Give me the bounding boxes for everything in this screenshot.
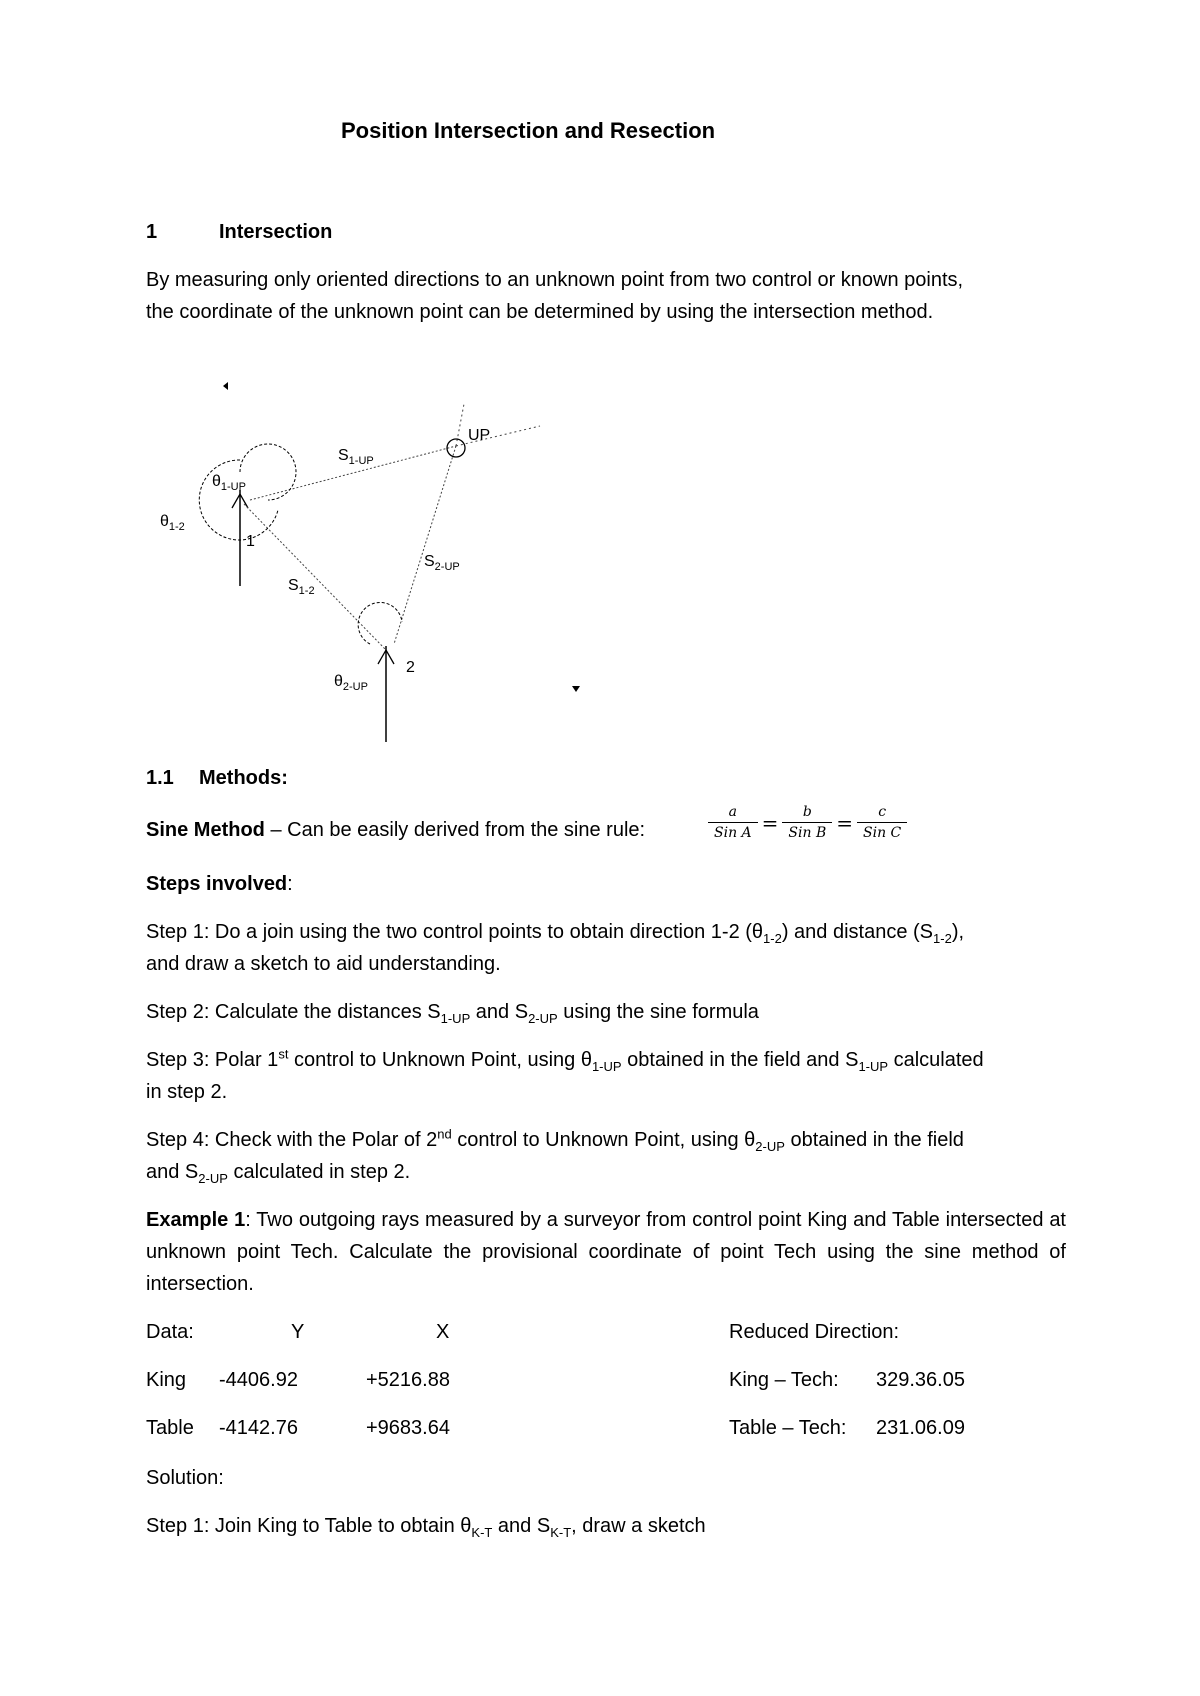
- label-theta-2-up: $\theta_{2-UP}$: [334, 673, 368, 693]
- label-theta-1-2: $\theta_{1-2}$: [160, 513, 185, 533]
- label-s2-up: $S_{2-UP}$: [424, 553, 460, 573]
- angle-arc-theta-2-up: [358, 602, 402, 644]
- angle-arc-theta-1-2: [199, 460, 278, 540]
- intro-line-2: the coordinate of the unknown point can be determined by using the intersection method.: [146, 301, 934, 323]
- column-x-header: X: [436, 1321, 450, 1343]
- ray-s2-up: [394, 446, 456, 644]
- step-3-line-2: in step 2.: [146, 1081, 228, 1103]
- row-king-x: +5216.88: [366, 1369, 450, 1391]
- sine-method-text: – Can be easily derived from the sine rule:: [264, 819, 646, 841]
- data-label: Data:: [146, 1321, 194, 1343]
- row-king-y: -4406.92: [219, 1369, 298, 1391]
- step-2: Step 2: Calculate the distances $S_{1-UP}$ and $S_{2-UP}$ using the sine formula: [146, 1001, 759, 1026]
- step-3-line-1: Step 3: Polar 1st control to Unknown Point, using $\theta_{1-UP}$ obtained in the field and $S_{1-UP}$ calculated: [146, 1046, 984, 1074]
- angle-arc-theta-1-up: [240, 444, 296, 500]
- solution-label: Solution:: [146, 1467, 224, 1489]
- label-s1-up: $S_{1-UP}$: [338, 447, 374, 467]
- row-king-direction-label: King – Tech:: [729, 1369, 839, 1391]
- label-theta-1-up: $\theta_{1-UP}$: [212, 473, 246, 493]
- section-number: 1: [146, 221, 158, 243]
- row-table-direction-label: Table – Tech:: [729, 1417, 847, 1439]
- example-label: Example 1: [146, 1209, 246, 1231]
- label-up: UP: [468, 427, 491, 444]
- marker-arrow-icon: [572, 686, 580, 692]
- reduced-direction-header: Reduced Direction:: [729, 1321, 900, 1343]
- section-heading: Intersection: [219, 221, 333, 243]
- step-4-line-2: and $S_{2-UP}$ calculated in step 2.: [146, 1161, 411, 1186]
- subsection-heading: Methods:: [199, 767, 288, 789]
- steps-heading: Steps involved:: [146, 873, 293, 895]
- example-text: : Two outgoing rays measured by a surveyor from control point King and Table intersected at unknown point Tech. Calculate the provisional coordinate of point Tech using the sine method of intersection.: [146, 1209, 1066, 1295]
- fraction-a: $\frac{a}{\text{Sin A}}$: [708, 804, 758, 841]
- label-point-2: 2: [406, 659, 415, 676]
- label-point-1: 1: [246, 533, 255, 550]
- subsection-number: 1.1: [146, 767, 174, 789]
- marker-arrow-icon: [223, 382, 228, 390]
- solution-step-1: Step 1: Join King to Table to obtain $\theta_{K-T}$ and $S_{K-T}$, draw a sketch: [146, 1515, 706, 1540]
- label-s1-2: $S_{1-2}$: [288, 577, 315, 597]
- step-4-line-1: Step 4: Check with the Polar of 2nd control to Unknown Point, using $\theta_{2-UP}$ obtained in the field: [146, 1126, 964, 1154]
- row-king-direction-value: 329.36.05: [876, 1369, 965, 1391]
- row-king-name: King: [146, 1369, 187, 1391]
- sine-method-line: [146, 814, 645, 846]
- ray-s1-2: [244, 504, 386, 650]
- fraction-c: $\frac{c}{\text{Sin C}}$: [857, 804, 907, 841]
- fraction-b: $\frac{b}{\text{Sin B}}$: [782, 804, 832, 841]
- row-table-name: Table: [146, 1417, 194, 1439]
- sine-method-label: Sine Method: [146, 819, 265, 841]
- step-1-line-1: Step 1: Do a join using the two control points to obtain direction 1-2 $(\theta_{1-2})$ and distance $(S_{1-2})$,: [146, 921, 965, 946]
- intersection-diagram: [140, 360, 580, 750]
- step-1-line-2: and draw a sketch to aid understanding.: [146, 953, 501, 975]
- column-y-header: Y: [291, 1321, 305, 1343]
- sine-rule-formula: $\frac{a}{\text{Sin A}}$ = $\frac{b}{\text{Sin B}}$ = $\frac{c}{\text{Sin C}}$: [708, 804, 907, 841]
- unknown-point-marker: [447, 439, 465, 457]
- row-table-x: +9683.64: [366, 1417, 450, 1439]
- row-table-direction-value: 231.06.09: [876, 1417, 965, 1439]
- example-1-paragraph: [146, 1204, 1066, 1300]
- page-title: Position Intersection and Resection: [341, 118, 716, 143]
- row-table-y: -4142.76: [219, 1417, 298, 1439]
- intro-line-1: By measuring only oriented directions to an unknown point from two control or known points,: [146, 269, 964, 291]
